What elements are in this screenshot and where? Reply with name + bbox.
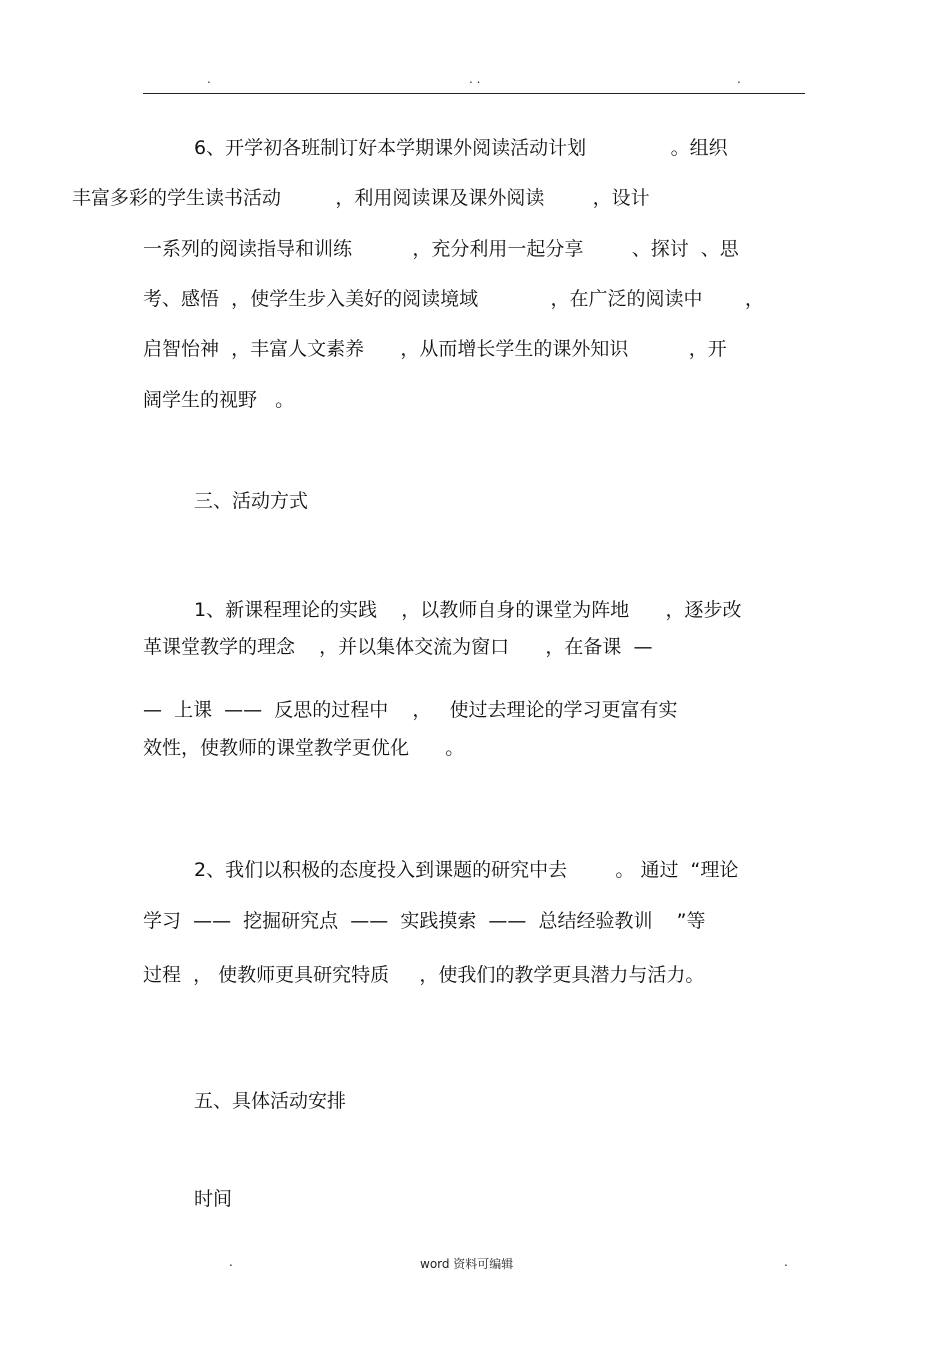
paragraph-line: 效性，使教师的课堂教学更优化 。 bbox=[143, 737, 465, 759]
section-heading-activity-method: 三、活动方式 bbox=[194, 490, 309, 512]
paragraph-line: 考、感悟 ，使学生步入美好的阅读境域 ，在广泛的阅读中 ， bbox=[143, 288, 764, 310]
paragraph-line: 1、新课程理论的实践 ，以教师自身的课堂为阵地 ，逐步改 bbox=[194, 599, 742, 621]
paragraph-line: 学习 —— 挖掘研究点 —— 实践摸索 —— 总结经验教训 ”等 bbox=[143, 910, 706, 932]
header-right-mark: . bbox=[737, 72, 741, 86]
footer-right-mark: . bbox=[784, 1255, 788, 1269]
paragraph-line: 过程 ， 使教师更具研究特质 ，使我们的教学更具潜力与活力。 bbox=[143, 964, 705, 986]
footer-left-mark: . bbox=[229, 1255, 233, 1269]
header-left-mark: . bbox=[207, 72, 211, 86]
header-rule bbox=[143, 93, 805, 94]
paragraph-line: 6、开学初各班制订好本学期课外阅读活动计划 。组织 bbox=[194, 137, 728, 159]
time-label: 时间 bbox=[194, 1188, 233, 1210]
header-center-mark: . . bbox=[469, 72, 481, 86]
paragraph-line: 丰富多彩的学生读书活动 ，利用阅读课及课外阅读 ，设计 bbox=[72, 187, 650, 209]
paragraph-line: 2、我们以积极的态度投入到课题的研究中去 。 通过 “理论 bbox=[194, 859, 739, 881]
paragraph-line: 革课堂教学的理念 ，并以集体交流为窗口 ，在备课 — bbox=[143, 636, 653, 658]
paragraph-line: 启智怡神 ，丰富人文素养 ，从而增长学生的课外知识 ，开 bbox=[143, 338, 727, 360]
paragraph-line: 阔学生的视野 。 bbox=[143, 389, 295, 411]
section-heading-activity-schedule: 五、具体活动安排 bbox=[194, 1090, 347, 1112]
paragraph-line: 一系列的阅读指导和训练 ，充分利用一起分享 、探讨 、思 bbox=[143, 238, 739, 260]
footer-text: word 资料可编辑 bbox=[420, 1257, 514, 1271]
paragraph-line: — 上课 —— 反思的过程中 ， 使过去理论的学习更富有实 bbox=[143, 699, 678, 721]
